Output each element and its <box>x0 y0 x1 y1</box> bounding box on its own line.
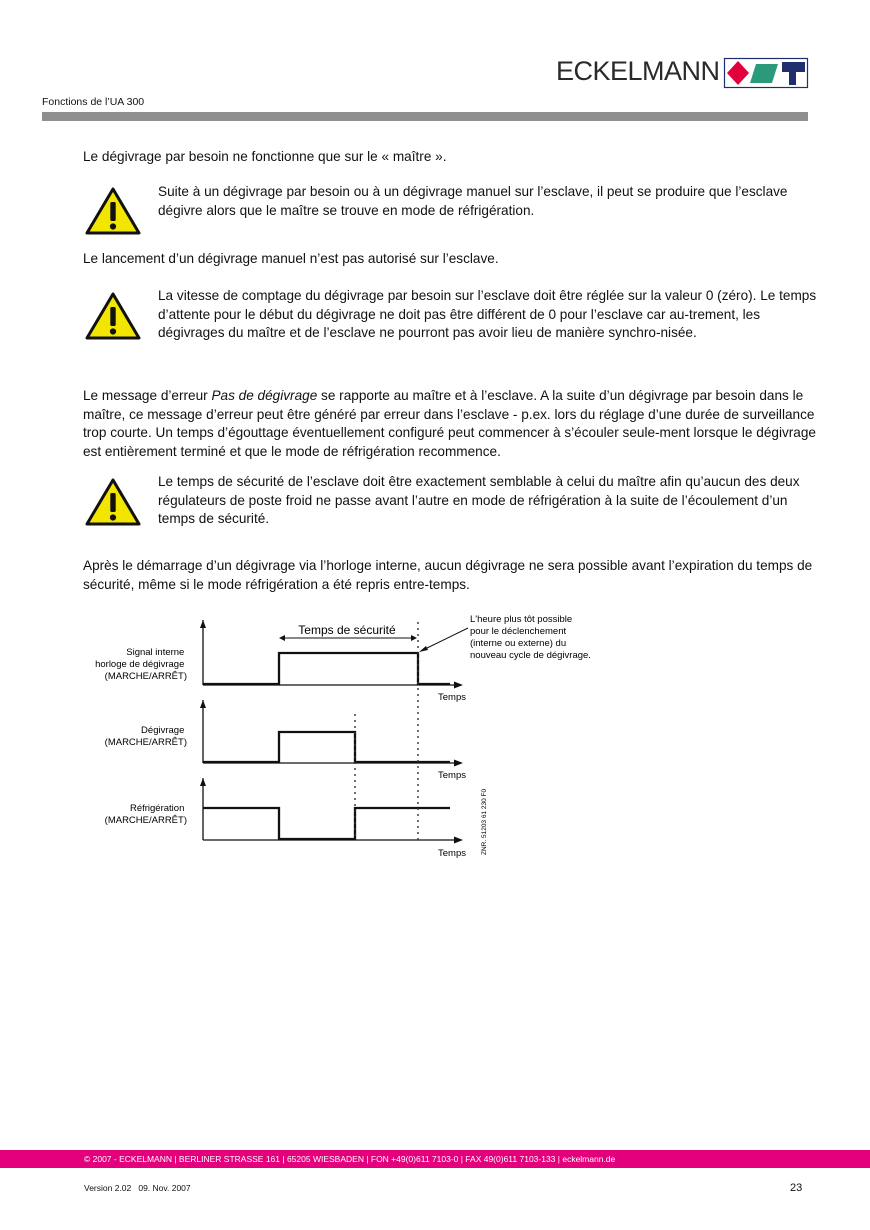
warning-icon <box>84 291 142 341</box>
signal-label-2: Dégivrage (MARCHE/ARRÊT) <box>104 725 187 748</box>
waveform-1 <box>203 653 450 684</box>
section-title: Fonctions de l’UA 300 <box>42 96 145 108</box>
y-axis-arrow-2 <box>200 700 206 708</box>
signal-row-internal-clock <box>95 620 466 703</box>
brand-logo-text: ECKELMANN <box>556 56 720 86</box>
x-axis-arrow-2 <box>454 760 463 767</box>
signal-row-defrost <box>105 700 467 781</box>
paragraph-4: Après le démarrage d’un dégivrage via l’horloge interne, aucun dégivrage ne sera possible avant l’expiration du temps de sécurité, même si le mode réfrigération a été repris entre-temps. <box>83 558 813 592</box>
footer-contact: © 2007 - ECKELMANN | BERLINER STRASSE 161 | 65205 WIESBADEN | FON +49(0)611 7103-0 | FAX 49(0)611 7103-133 | eckelmann.de <box>84 1154 616 1164</box>
warning-text-1: Suite à un dégivrage par besoin ou à un dégivrage manuel sur l’esclave, il peut se produire que l’esclave dégivre alors que le maître se trouve en mode de réfrigération. <box>158 184 788 218</box>
signal-label-1: Signal interne horloge de dégivrage (MARCHE/ARRÊT) <box>95 647 187 682</box>
time-axis-label-1: Temps <box>438 692 466 703</box>
time-axis-label-3: Temps <box>438 848 466 859</box>
warning-text-2: La vitesse de comptage du dégivrage par besoin sur l’esclave doit être réglée sur la valeur 0 (zéro). Le temps d’attente pour le début du dégivrage ne doit pas être différent de 0 pour l’esclave car au-trement, les dégivrages du maître et de l’esclave ne pourront pas avoir lieu de manière synchro-nisée. <box>158 288 817 340</box>
page-number: 23 <box>790 1182 803 1194</box>
brand-logo-icon <box>724 58 808 88</box>
x-axis-arrow-1 <box>454 682 463 689</box>
annotation-arrowhead <box>419 646 428 652</box>
header-divider <box>42 112 808 121</box>
paragraph-2: Le lancement d’un dégivrage manuel n’est pas autorisé sur l’esclave. <box>83 251 499 266</box>
paragraph-3 <box>83 387 823 461</box>
safety-time-label: Temps de sécurité <box>298 623 396 637</box>
y-axis-arrow-3 <box>200 778 206 786</box>
signal-label-3: Réfrigération (MARCHE/ARRÊT) <box>104 803 187 826</box>
y-axis-arrow-1 <box>200 620 206 628</box>
x-axis-arrow-3 <box>454 837 463 844</box>
figure-reference: ZNR. 51203 61 230 F0 <box>481 788 488 855</box>
timing-diagram <box>60 605 591 865</box>
paragraph-3-end: se rapporte au maître et à l’esclave. A la suite d’un dégivrage par besoin dans le maître, ce message d’erreur peut être généré par erreur dans l’esclave - p.ex. lors du réglage d’une durée de surveillance trop courte. Un temps d’égouttage éventuellement configuré peut commencer à s’écouler seule-ment lorsque le dégivrage est entièrement terminé et que le mode de réfrigération recommence. <box>83 388 816 459</box>
version-info: Version 2.02 09. Nov. 2007 <box>84 1183 191 1193</box>
waveform-2 <box>203 732 450 762</box>
paragraph-1: Le dégivrage par besoin ne fonctionne que sur le « maître ». <box>83 149 447 164</box>
warning-text-3: Le temps de sécurité de l’esclave doit être exactement semblable à celui du maître afin qu’aucun des deux régulateurs de poste froid ne passe avant l’autre en mode de réfrigération à la suite de l’écoulement d’un temps de sécurité. <box>158 474 800 526</box>
paragraph-3-start: Le message d’erreur <box>83 388 212 403</box>
signal-row-refrigeration <box>105 778 467 859</box>
time-axis-label-2: Temps <box>438 770 466 781</box>
paragraph-3-emphasis: Pas de dégivrage <box>211 388 318 403</box>
waveform-3 <box>203 808 450 839</box>
annotation-leader <box>421 628 468 651</box>
warning-icon <box>84 477 142 527</box>
annotation-note: L'heure plus tôt possible pour le déclenchement (interne ou externe) du nouveau cycle de dégivrage. <box>470 614 591 661</box>
warning-icon <box>84 186 142 236</box>
